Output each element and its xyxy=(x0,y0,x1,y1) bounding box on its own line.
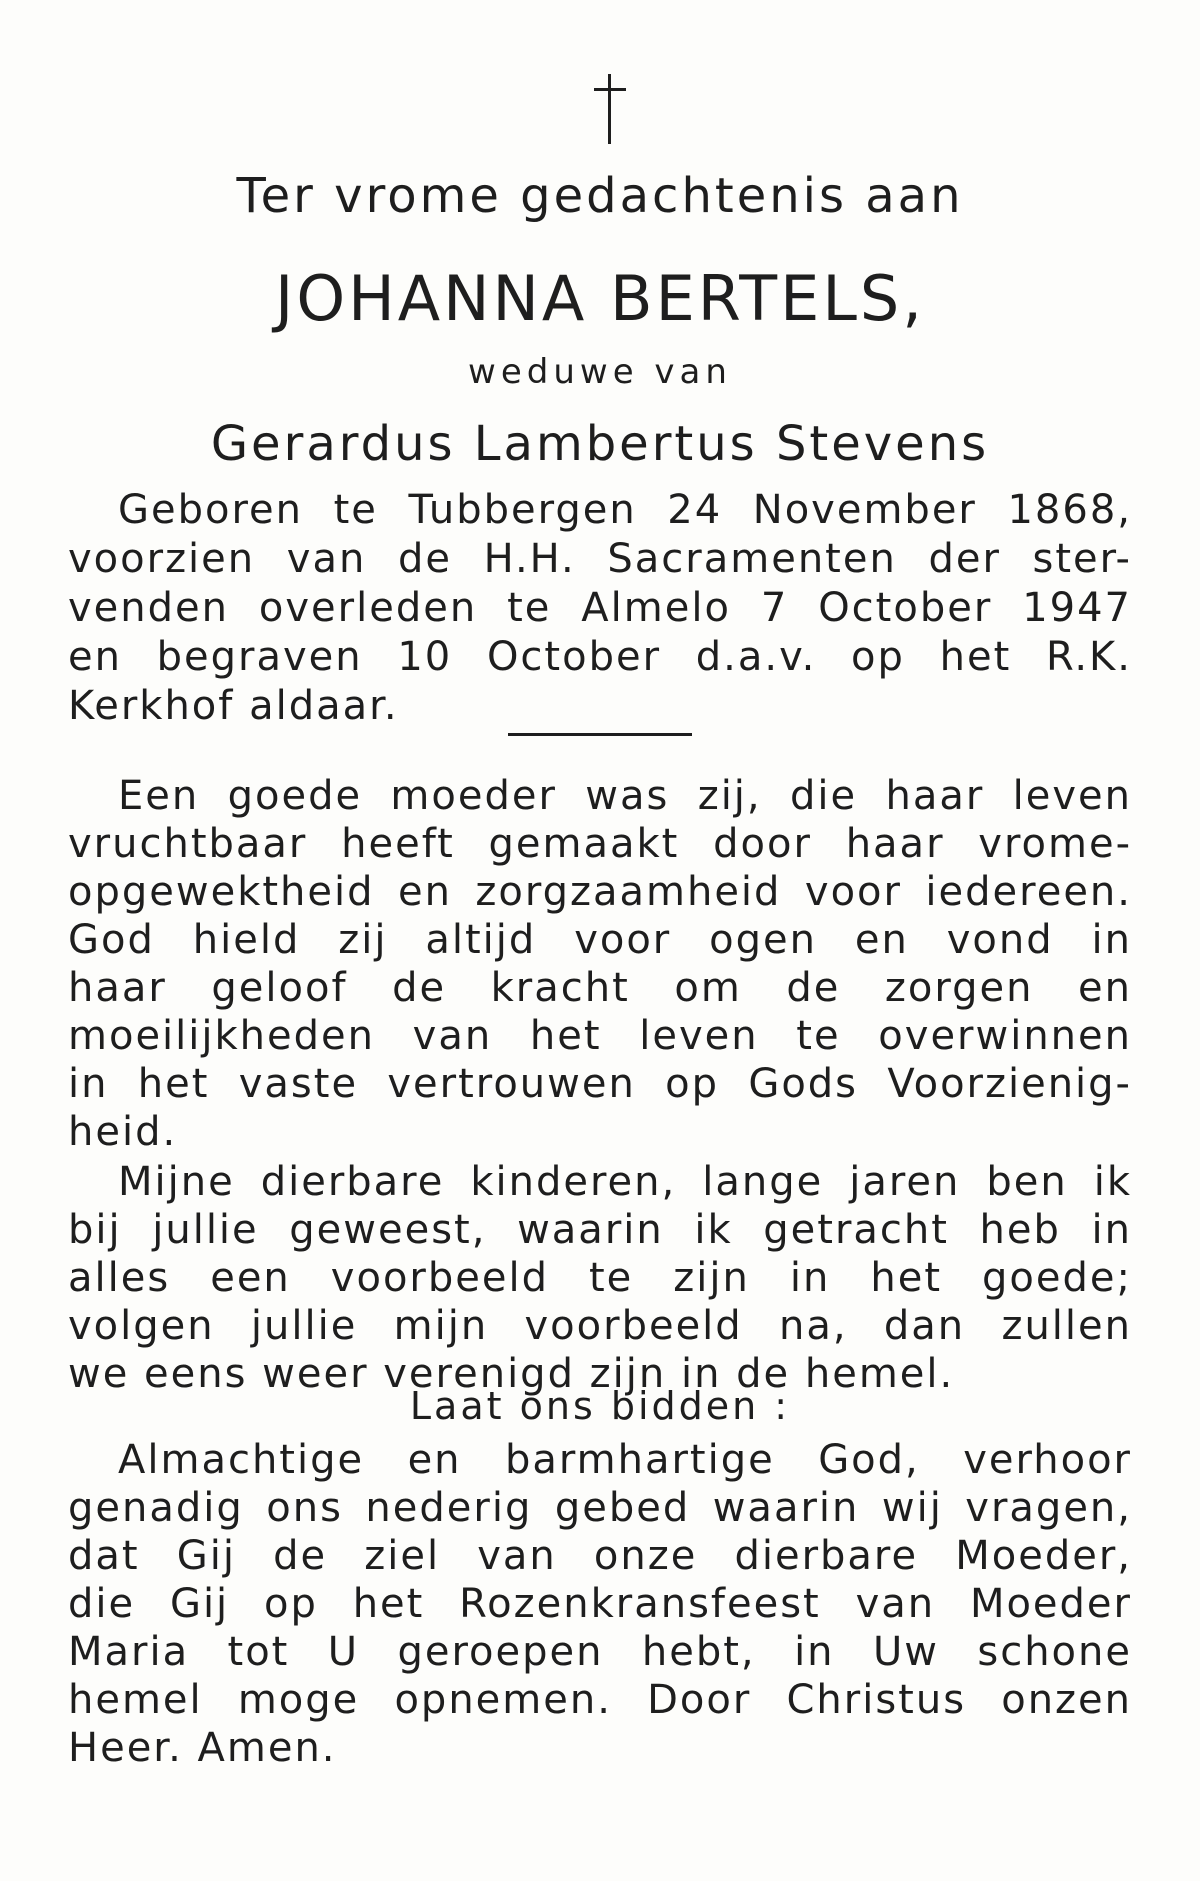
tribute-line: moeilijkheden van het leven te overwinnen xyxy=(68,1013,1132,1059)
tribute-line: God hield zij altijd voor ogen en vond in xyxy=(68,917,1132,963)
biography-line: voorzien van de H.H. Sacramenten der ster- xyxy=(68,536,1132,582)
prayer-line: dat Gij de ziel van onze dierbare Moeder, xyxy=(68,1533,1132,1579)
cross-icon xyxy=(580,72,640,146)
tribute-line: vruchtbaar heeft gemaakt door haar vrome- xyxy=(68,821,1132,867)
prayer-line: genadig ons nederig gebed waarin wij vragen, xyxy=(68,1485,1132,1531)
biography-line: venden overleden te Almelo 7 October 1947 xyxy=(68,585,1132,631)
prayer-heading: Laat ons bidden : xyxy=(409,1384,791,1428)
prayer-line: hemel moge opnemen. Door Christus onzen xyxy=(68,1677,1132,1723)
prayer-line: Heer. Amen. xyxy=(68,1725,337,1771)
biography-line: Geboren te Tubbergen 24 November 1868, xyxy=(118,487,1132,533)
divider xyxy=(508,733,692,736)
message-line: we eens weer verenigd zijn in de hemel. xyxy=(68,1351,955,1397)
tribute-line: opgewektheid en zorgzaamheid voor iedereen. xyxy=(68,869,1132,915)
prayer-line: die Gij op het Rozenkransfeest van Moeder xyxy=(68,1581,1132,1627)
widow-of-text: weduwe van xyxy=(468,352,732,392)
intro-text: Ter vrome gedachtenis aan xyxy=(236,168,964,224)
message-line: Mijne dierbare kinderen, lange jaren ben ik xyxy=(118,1159,1132,1205)
message-line: bij jullie geweest, waarin ik getracht heb in xyxy=(68,1207,1132,1253)
tribute-line: heid. xyxy=(68,1109,178,1155)
biography-line: Kerkhof aldaar. xyxy=(68,683,399,729)
prayer-line: Almachtige en barmhartige God, verhoor xyxy=(118,1437,1132,1483)
biography-line: en begraven 10 October d.a.v. op het R.K. xyxy=(68,634,1132,680)
tribute-line: in het vaste vertrouwen op Gods Voorzienig- xyxy=(68,1061,1132,1107)
husband-name: Gerardus Lambertus Stevens xyxy=(210,416,990,472)
deceased-name: JOHANNA BERTELS, xyxy=(275,262,925,335)
tribute-line: Een goede moeder was zij, die haar leven xyxy=(118,773,1132,819)
tribute-line: haar geloof de kracht om de zorgen en xyxy=(68,965,1132,1011)
message-line: alles een voorbeeld te zijn in het goede; xyxy=(68,1255,1132,1301)
message-line: volgen jullie mijn voorbeeld na, dan zullen xyxy=(68,1303,1132,1349)
prayer-line: Maria tot U geroepen hebt, in Uw schone xyxy=(68,1629,1132,1675)
